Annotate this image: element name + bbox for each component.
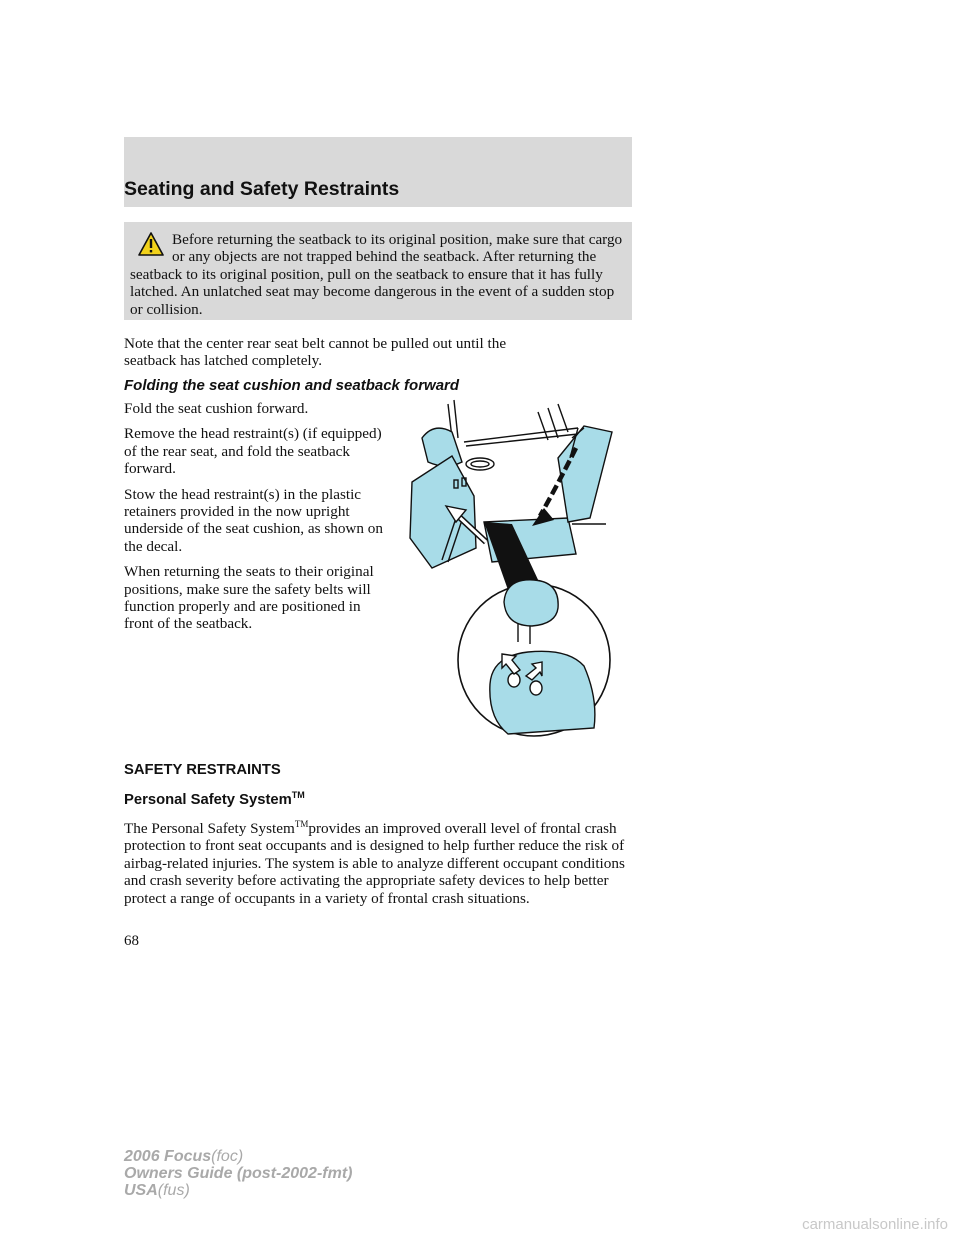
right-seatback: [558, 426, 612, 522]
watermark: carmanualsonline.info: [802, 1216, 948, 1233]
seat-folding-illustration: [408, 398, 632, 740]
instruction-paragraph: Remove the head restraint(s) (if equipped) of the rear seat, and fold the seatback forward.: [124, 425, 382, 478]
instruction-paragraph: Fold the seat cushion forward.: [124, 400, 309, 417]
left-seat: [410, 428, 476, 568]
warning-text: Before returning the seatback to its original position, make sure that cargo or any objects are not trapped behind the seatback. After returning the seatback to its original position, pull on the seatback to ensure that it has fully latched. An unlatched seat may become dangerous in the event of a sudden stop or collision.: [130, 231, 623, 318]
page-title: Seating and Safety Restraints: [124, 178, 400, 200]
personal-safety-paragraph: The Personal Safety System™provides an improved overall level of frontal crash protection to front seat occupants and is designed to help further reduce the risk of airbag-related injuries. The system is able to analyze different occupant conditions and crash severity before activating the appropriate safety devices to help better protect a range of occupants in a variety of frontal crash situations.: [124, 819, 625, 907]
note-line-2: seatback has latched completely.: [124, 352, 323, 369]
instruction-paragraph: Stow the head restraint(s) in the plastic retainers provided in the now upright underside of the seat cushion, as shown on the decal.: [124, 485, 383, 555]
section-heading: SAFETY RESTRAINTS: [124, 762, 281, 778]
document-footer: 2006 Focus(foc) Owners Guide (post-2002-fmt) USA(fus): [124, 1148, 353, 1199]
instruction-paragraph: When returning the seats to their original positions, make sure the safety belts will function properly and are positioned in front of the seatback.: [124, 563, 374, 633]
warning-box: [124, 222, 632, 320]
note-line-1: Note that the center rear seat belt cannot be pulled out until the: [124, 335, 507, 352]
page-number: 68: [124, 933, 139, 949]
folding-heading: Folding the seat cushion and seatback forward: [124, 377, 460, 394]
folding-instructions: [124, 400, 384, 641]
trademark-mark: TM: [291, 790, 305, 800]
trademark-mark: TM: [294, 819, 309, 829]
header-band: [124, 137, 632, 207]
subsection-heading: Personal Safety System™: [124, 790, 305, 808]
